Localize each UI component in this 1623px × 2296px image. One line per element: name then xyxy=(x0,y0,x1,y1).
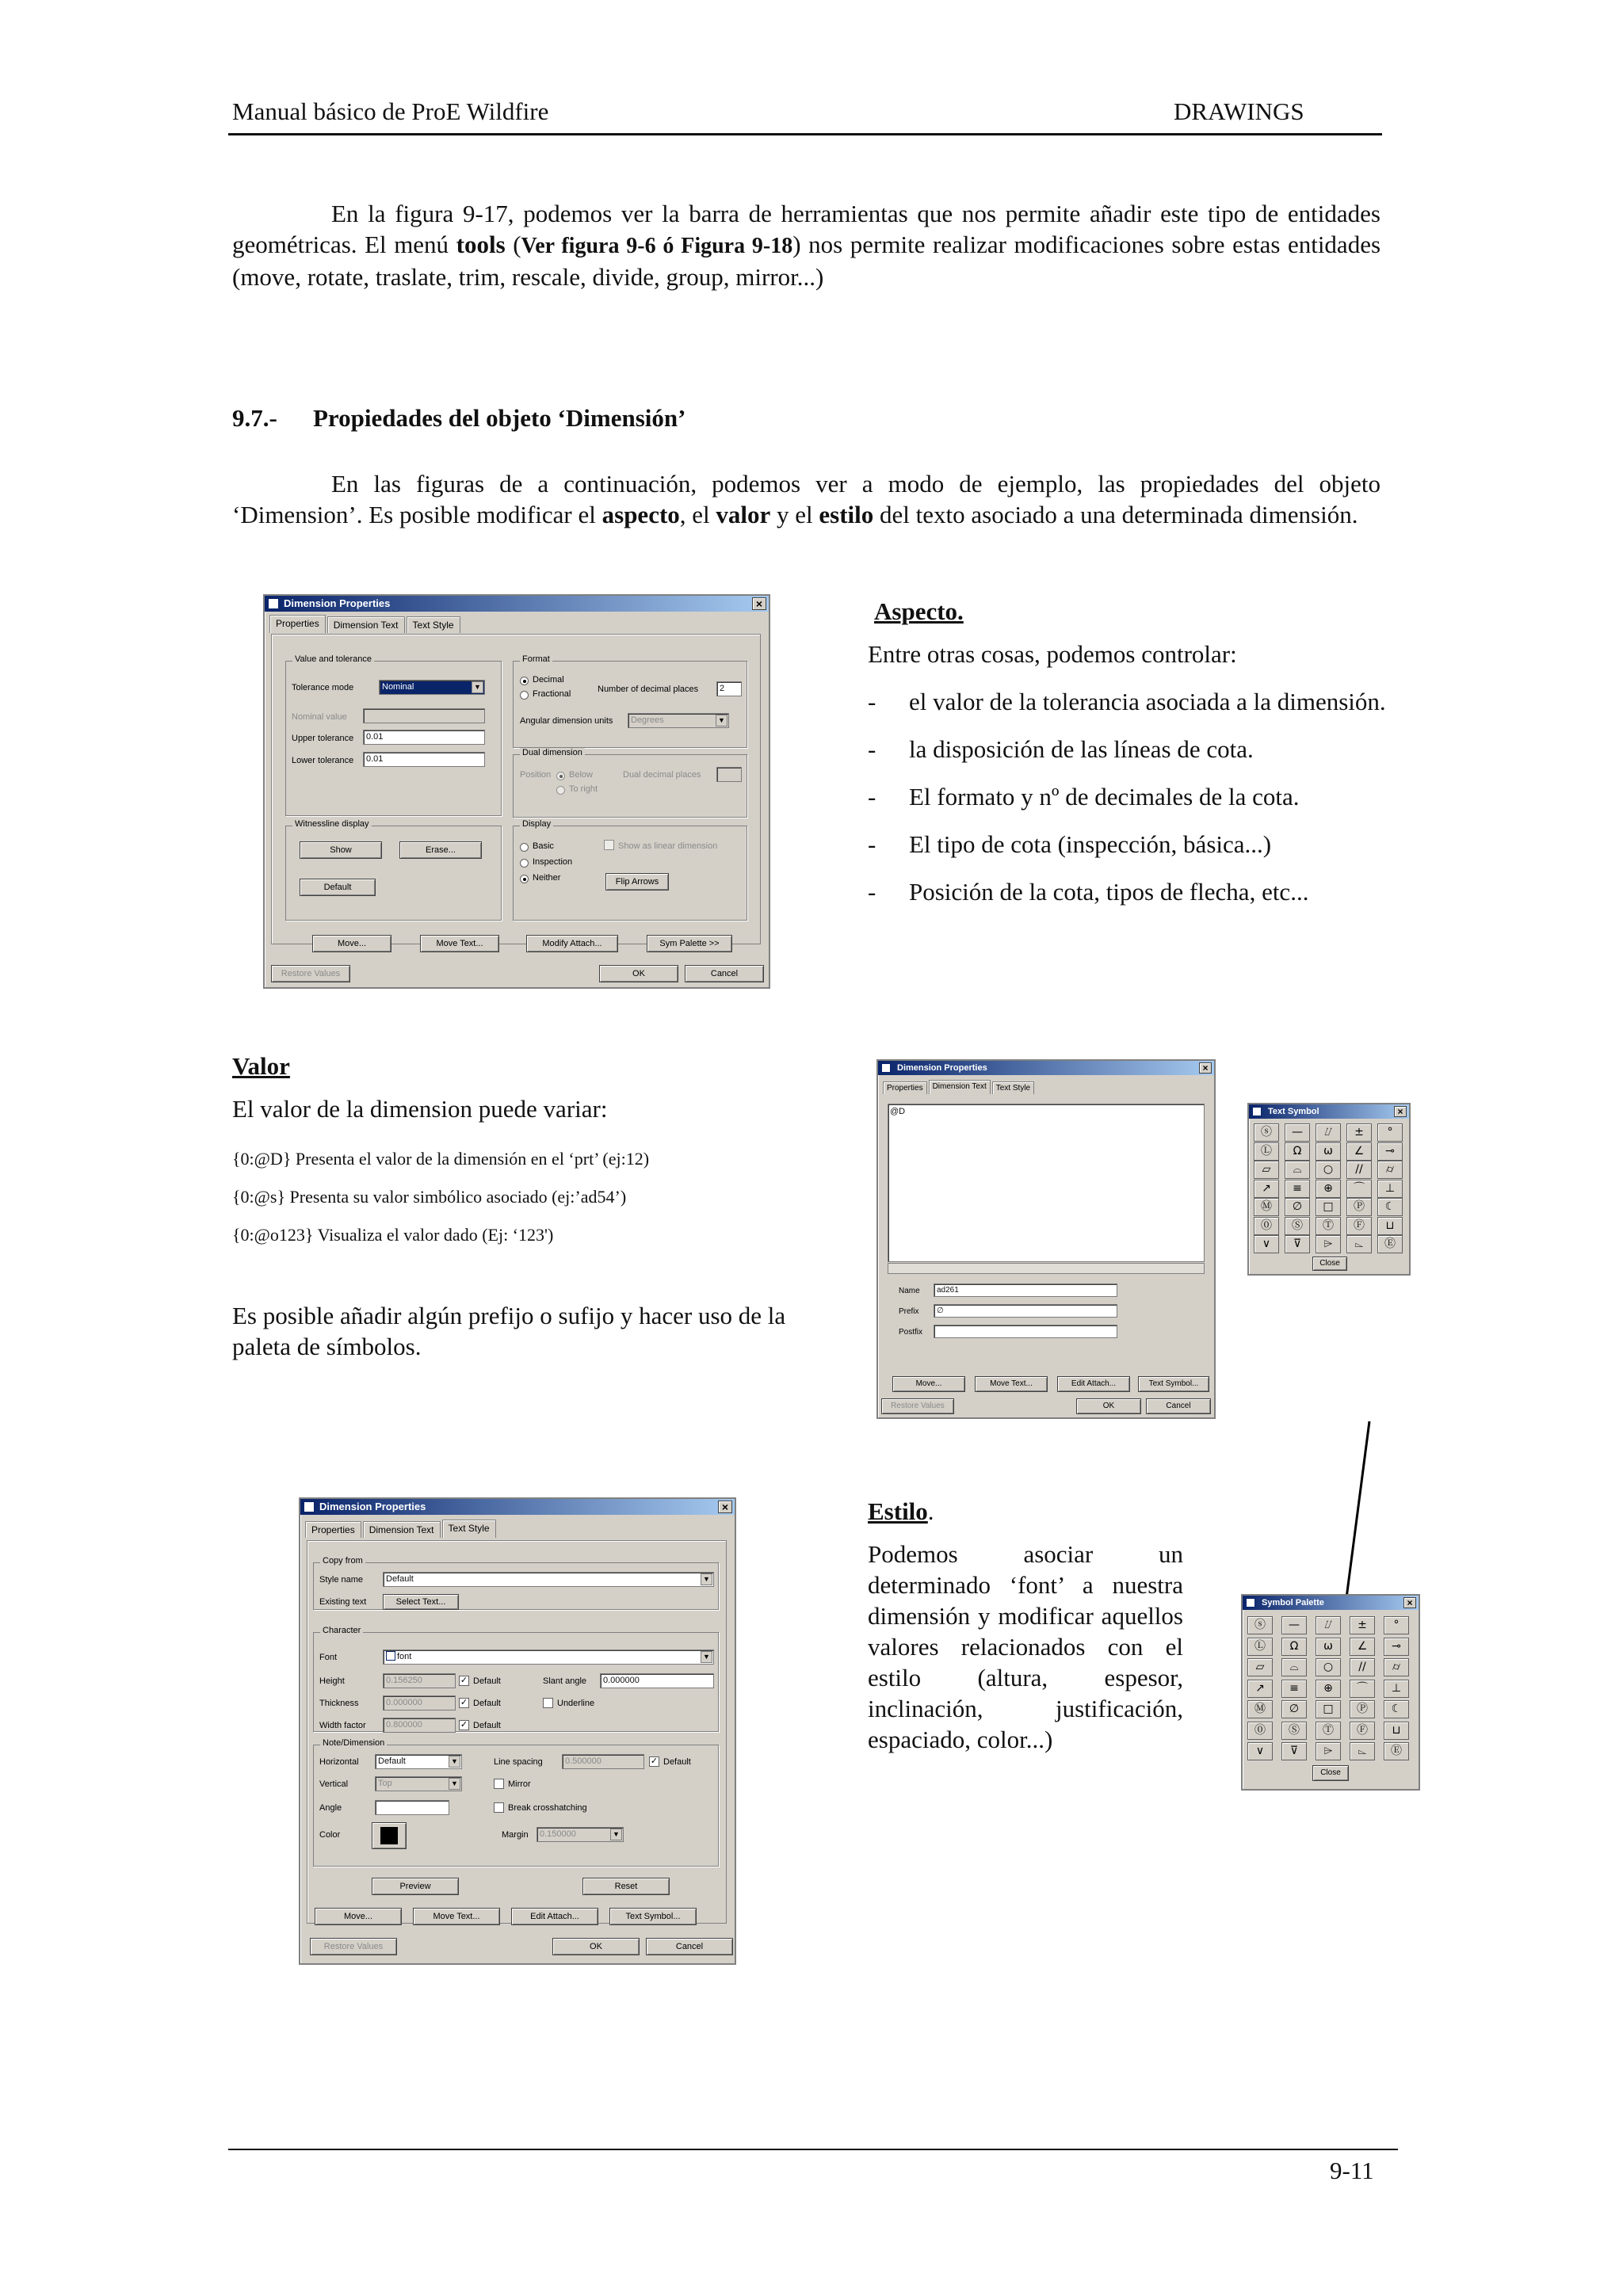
nominal-value-label: Nominal value xyxy=(292,712,347,722)
palette-symbol-button[interactable]: ○ xyxy=(1316,1658,1341,1676)
palette-symbol-button[interactable]: ⌰ xyxy=(1316,1616,1341,1634)
reset-button[interactable]: Reset xyxy=(582,1878,670,1895)
palette-symbol-button[interactable]: ⓢ xyxy=(1247,1616,1273,1634)
palette-symbol-button[interactable]: ↗ xyxy=(1247,1680,1273,1698)
chevron-down-icon: ▼ xyxy=(449,1778,460,1790)
chevron-down-icon: ▼ xyxy=(610,1829,622,1840)
palette-symbol-button[interactable]: ≡ xyxy=(1285,1180,1310,1198)
font-icon xyxy=(386,1651,395,1661)
tolerance-mode-select[interactable]: Nominal ▼ xyxy=(379,680,485,695)
palette-symbol-button[interactable]: ⓢ xyxy=(1254,1123,1279,1142)
margin-label: Margin xyxy=(502,1830,529,1840)
palette-symbol-button[interactable]: // xyxy=(1346,1161,1372,1179)
list-item: - El formato y nº de decimales de la cota. xyxy=(868,783,1300,810)
line-spacing-label: Line spacing xyxy=(494,1757,543,1767)
default-label: Default xyxy=(473,1676,501,1686)
tab-text-style[interactable]: Text Style xyxy=(992,1081,1034,1094)
aspecto-title: Aspecto. xyxy=(874,597,964,625)
close-icon[interactable]: × xyxy=(752,597,766,610)
valor-lead: El valor de la dimension puede variar: xyxy=(232,1095,608,1123)
close-button[interactable]: Close xyxy=(1312,1765,1349,1781)
mirror-label: Mirror xyxy=(508,1779,531,1789)
move-button[interactable]: Move... xyxy=(315,1908,402,1925)
thickness-default-checkbox[interactable]: ✓ xyxy=(460,1698,468,1707)
palette-symbol-button[interactable]: ω xyxy=(1316,1142,1341,1161)
ok-button[interactable]: OK xyxy=(1076,1398,1141,1414)
format-group: Format xyxy=(513,661,747,748)
tolerance-mode-label: Tolerance mode xyxy=(292,683,354,692)
break-crosshatching-label: Break crosshatching xyxy=(508,1803,587,1813)
palette-symbol-button[interactable]: Ⓣ xyxy=(1316,1217,1341,1235)
decimal-places-field[interactable]: 2 xyxy=(716,681,742,696)
cancel-button[interactable]: Cancel xyxy=(646,1938,733,1955)
neither-label: Neither xyxy=(533,873,561,883)
close-icon[interactable]: × xyxy=(1199,1062,1212,1074)
select-text-button[interactable]: Select Text... xyxy=(383,1594,459,1610)
palette-symbol-button[interactable]: ⊔ xyxy=(1384,1722,1409,1740)
palette-symbol-button[interactable]: ⌭ xyxy=(1377,1161,1403,1179)
section-title: Propiedades del objeto ‘Dimensión’ xyxy=(313,404,686,432)
section-heading xyxy=(232,404,686,433)
chevron-down-icon: ▼ xyxy=(701,1573,712,1585)
palette-symbol-button[interactable]: Ⓛ xyxy=(1254,1142,1279,1161)
close-button[interactable]: Close xyxy=(1312,1257,1347,1271)
palette-symbol-button[interactable]: ▱ xyxy=(1254,1161,1279,1179)
underline-checkbox[interactable] xyxy=(543,1698,553,1708)
font-label: Font xyxy=(319,1653,338,1662)
default-label: Default xyxy=(473,1699,501,1708)
palette-symbol-button[interactable]: — xyxy=(1281,1616,1307,1634)
horizontal-label: Horizontal xyxy=(319,1757,359,1767)
palette-symbol-button[interactable]: ° xyxy=(1384,1616,1409,1634)
default-label: Default xyxy=(663,1757,691,1767)
edit-attach-button[interactable]: Edit Attach... xyxy=(511,1908,598,1925)
page-number: 9-11 xyxy=(1330,2157,1374,2184)
note-dimension-group: Note/Dimension xyxy=(313,1745,719,1867)
upper-tolerance-label: Upper tolerance xyxy=(292,734,354,743)
tab-properties[interactable]: Properties xyxy=(883,1081,927,1094)
height-default-checkbox[interactable]: ✓ xyxy=(460,1676,468,1685)
valor-block xyxy=(232,1047,819,1362)
palette-symbol-button[interactable]: Ω xyxy=(1285,1142,1310,1161)
palette-symbol-button[interactable]: ± xyxy=(1346,1123,1372,1142)
underline-label: Underline xyxy=(557,1699,595,1708)
header-rule xyxy=(228,133,1382,135)
tab-dimension-text[interactable]: Dimension Text xyxy=(929,1080,991,1094)
move-text-button[interactable]: Move Text... xyxy=(420,935,499,952)
window-icon xyxy=(1246,1598,1255,1608)
line-spacing-field: 0.500000 xyxy=(562,1754,644,1769)
horizontal-scrollbar[interactable] xyxy=(888,1263,1205,1274)
default-button[interactable]: Default xyxy=(300,879,376,896)
edit-attach-button[interactable]: Edit Attach... xyxy=(1057,1376,1130,1392)
neither-radio[interactable] xyxy=(520,875,529,883)
thickness-field: 0.000000 xyxy=(383,1695,456,1711)
flip-arrows-button[interactable]: Flip Arrows xyxy=(605,873,669,891)
palette-symbol-button[interactable]: ± xyxy=(1350,1616,1375,1634)
ok-button[interactable]: OK xyxy=(599,965,678,982)
lower-tolerance-field[interactable]: 0.01 xyxy=(363,752,485,767)
palette-symbol-button[interactable]: ⊥ xyxy=(1377,1180,1403,1198)
palette-symbol-button[interactable]: ⌳ xyxy=(1350,1742,1375,1760)
chevron-down-icon: ▼ xyxy=(701,1651,712,1663)
character-group: Character xyxy=(313,1632,719,1732)
move-text-button[interactable]: Move Text... xyxy=(413,1908,500,1925)
palette-symbol-button[interactable]: ∅ xyxy=(1285,1198,1310,1216)
list-item: - El tipo de cota (inspección, básica...) xyxy=(868,830,1272,858)
close-icon[interactable]: × xyxy=(1394,1106,1407,1117)
color-label: Color xyxy=(319,1830,341,1840)
show-linear-checkbox xyxy=(604,840,614,850)
palette-symbol-button[interactable]: ⌓ xyxy=(1285,1161,1310,1179)
palette-symbol-button[interactable]: // xyxy=(1350,1658,1375,1676)
prefix-field[interactable]: ∅ xyxy=(934,1304,1117,1318)
name-label: Name xyxy=(899,1287,920,1295)
valor-code-3: {0:@o123} Visualiza el valor dado (Ej: ‘123') xyxy=(232,1225,554,1245)
palette-symbol-button[interactable]: ⊥ xyxy=(1384,1680,1409,1698)
name-field[interactable]: ad261 xyxy=(934,1283,1117,1297)
palette-symbol-button[interactable]: ∠ xyxy=(1346,1142,1372,1161)
palette-symbol-button[interactable]: Ⓔ xyxy=(1384,1742,1409,1760)
break-crosshatching-checkbox[interactable] xyxy=(494,1802,504,1813)
palette-symbol-button[interactable]: Ⓣ xyxy=(1316,1722,1341,1740)
color-swatch xyxy=(380,1827,398,1844)
chevron-down-icon: ▼ xyxy=(472,681,483,693)
slant-angle-label: Slant angle xyxy=(543,1676,587,1686)
decimal-label: Decimal xyxy=(533,675,564,685)
tab-text-style[interactable]: Text Style xyxy=(407,616,460,633)
basic-label: Basic xyxy=(533,841,554,851)
window-icon xyxy=(1252,1107,1262,1116)
style-name-select[interactable]: Default ▼ xyxy=(383,1572,714,1587)
palette-symbol-button[interactable]: ⌭ xyxy=(1384,1658,1409,1676)
section-intro: En las figuras de a continuación, podemos ver a modo de ejemplo, las propiedades del objeto ‘Dimension’. Es posible modificar el aspecto, el valor y el estilo del texto asociado a una determinada dimensión. xyxy=(232,470,1381,528)
vertical-select: Top ▼ xyxy=(375,1776,462,1791)
erase-button[interactable]: Erase... xyxy=(399,841,482,859)
valor-code-1: {0:@D} Presenta el valor de la dimensión en el ‘prt’ (ej:12) xyxy=(232,1149,650,1169)
palette-symbol-button[interactable]: □ xyxy=(1316,1198,1341,1216)
prefix-label: Prefix xyxy=(899,1307,919,1316)
list-item: - la disposición de las líneas de cota. xyxy=(868,735,1254,763)
estilo-title: Estilo. xyxy=(868,1497,934,1525)
palette-symbol-button[interactable]: ∠ xyxy=(1350,1638,1375,1656)
close-icon[interactable]: × xyxy=(1403,1597,1416,1608)
chevron-down-icon: ▼ xyxy=(449,1756,460,1768)
symbol-palette xyxy=(1241,1594,1420,1791)
angle-field[interactable] xyxy=(375,1800,449,1815)
palette-symbol-button[interactable]: Ⓟ xyxy=(1350,1700,1375,1718)
palette-symbol-button[interactable]: ▱ xyxy=(1247,1658,1273,1676)
copy-from-group: Copy from xyxy=(313,1562,719,1610)
palette-titlebar: Symbol Palette × xyxy=(1243,1596,1419,1610)
position-label: Position xyxy=(520,770,552,780)
existing-text-label: Existing text xyxy=(319,1597,367,1607)
cancel-button[interactable]: Cancel xyxy=(685,965,764,982)
palette-titlebar: Text Symbol × xyxy=(1249,1104,1409,1119)
to-right-label: To right xyxy=(569,784,598,794)
move-button[interactable]: Move... xyxy=(892,1376,965,1392)
move-button[interactable]: Move... xyxy=(312,935,391,952)
decimal-places-label: Number of decimal places xyxy=(598,685,699,694)
header-left: Manual básico de ProE Wildfire xyxy=(232,97,549,125)
dual-decimal-field xyxy=(716,767,742,782)
height-field: 0.156250 xyxy=(383,1673,456,1688)
palette-symbol-button[interactable]: ⌒ xyxy=(1350,1680,1375,1698)
valor-title: Valor xyxy=(232,1052,290,1080)
dimension-properties-dialog-properties xyxy=(263,594,770,989)
palette-symbol-button[interactable]: Ⓕ xyxy=(1346,1217,1372,1235)
palette-symbol-button[interactable]: □ xyxy=(1316,1700,1341,1718)
lower-tolerance-label: Lower tolerance xyxy=(292,756,354,765)
palette-symbol-button[interactable]: Ⓟ xyxy=(1346,1198,1372,1216)
intro-paragraph: En la figura 9-17, podemos ver la barra de herramientas que nos permite añadir este tipo de entidades geométricas. El menú tools (Ver figura 9-6 ó Figura 9-18) nos permite realizar modificaciones sobre estas entidades (move, rotate, traslate, trim, rescale, divide, group, mirror...) xyxy=(232,200,1381,291)
palette-symbol-button[interactable]: ⊕ xyxy=(1316,1680,1341,1698)
postfix-label: Postfix xyxy=(899,1328,923,1337)
footer-rule xyxy=(228,2149,1398,2150)
angle-label: Angle xyxy=(319,1803,342,1813)
estilo-block xyxy=(868,1493,1183,1755)
palette-symbol-button[interactable]: ⌓ xyxy=(1281,1658,1307,1676)
dimension-text-area[interactable]: @D xyxy=(888,1104,1205,1262)
witnessline-group: Witnessline display xyxy=(285,826,502,921)
restore-values-button: Restore Values xyxy=(881,1398,954,1414)
list-item: - el valor de la tolerancia asociada a la dimensión. xyxy=(868,688,1386,715)
palette-symbol-button[interactable]: Ⓛ xyxy=(1247,1638,1273,1656)
restore-values-button: Restore Values xyxy=(271,965,350,982)
palette-symbol-button[interactable]: ☾ xyxy=(1377,1198,1403,1216)
tab-properties[interactable]: Properties xyxy=(269,615,326,633)
aspecto-lead: Entre otras cosas, podemos controlar: xyxy=(868,640,1237,668)
inspection-radio[interactable] xyxy=(520,859,529,868)
valor-code-2: {0:@s} Presenta su valor simbólico asociado (ej:’ad54’) xyxy=(232,1187,627,1207)
below-radio xyxy=(556,772,565,780)
palette-symbol-button[interactable]: ≡ xyxy=(1281,1680,1307,1698)
header-right: DRAWINGS xyxy=(1174,97,1304,125)
dual-decimal-label: Dual decimal places xyxy=(623,770,701,780)
to-right-radio xyxy=(556,786,565,795)
inspection-label: Inspection xyxy=(533,857,573,867)
tab-properties[interactable]: Properties xyxy=(305,1521,361,1538)
dimension-properties-dialog-style xyxy=(299,1497,736,1965)
palette-symbol-button[interactable]: ⊸ xyxy=(1384,1638,1409,1656)
palette-symbol-button[interactable]: ⊔ xyxy=(1377,1217,1403,1235)
mirror-checkbox[interactable] xyxy=(494,1779,504,1789)
palette-symbol-button[interactable]: ⓪ xyxy=(1254,1217,1279,1235)
palette-symbol-button[interactable]: ⌰ xyxy=(1316,1123,1341,1142)
value-tolerance-group: Value and tolerance xyxy=(285,661,502,816)
modify-attach-button[interactable]: Modify Attach... xyxy=(526,935,618,952)
palette-symbol-button[interactable]: ⊸ xyxy=(1377,1142,1403,1161)
dialog-titlebar: Dimension Properties × xyxy=(300,1499,735,1515)
palette-symbol-button[interactable]: ⌒ xyxy=(1346,1180,1372,1198)
palette-symbol-button[interactable]: Ω xyxy=(1281,1638,1307,1656)
palette-symbol-button[interactable]: Ⓜ xyxy=(1247,1700,1273,1718)
window-icon xyxy=(268,598,279,609)
palette-symbol-button[interactable]: Ⓔ xyxy=(1377,1235,1403,1253)
show-linear-label: Show as linear dimension xyxy=(618,841,718,851)
preview-button[interactable]: Preview xyxy=(372,1878,459,1895)
horizontal-select[interactable]: Default ▼ xyxy=(375,1754,462,1769)
restore-values-button: Restore Values xyxy=(310,1938,397,1955)
postfix-field[interactable] xyxy=(934,1325,1117,1338)
palette-symbol-button[interactable]: ⓪ xyxy=(1247,1722,1273,1740)
text-symbol-palette xyxy=(1247,1103,1411,1276)
dual-dimension-group: Dual dimension xyxy=(513,754,747,818)
width-factor-label: Width factor xyxy=(319,1721,366,1730)
palette-symbol-button[interactable]: ☾ xyxy=(1384,1700,1409,1718)
palette-symbol-button[interactable]: ⊽ xyxy=(1285,1235,1310,1253)
default-label: Default xyxy=(473,1721,501,1730)
section-number: 9.7.- xyxy=(232,404,277,432)
text-symbol-button[interactable]: Text Symbol... xyxy=(609,1908,697,1925)
dialog-titlebar: Dimension Properties × xyxy=(265,596,769,612)
list-item: - Posición de la cota, tipos de flecha, etc... xyxy=(868,878,1309,906)
nominal-value-field xyxy=(363,708,485,723)
sym-palette-button[interactable]: Sym Palette >> xyxy=(647,935,732,952)
ok-button[interactable]: OK xyxy=(552,1938,640,1955)
cancel-button[interactable]: Cancel xyxy=(1146,1398,1211,1414)
below-label: Below xyxy=(569,770,593,780)
dimension-properties-dialog-text xyxy=(876,1059,1216,1419)
palette-symbol-button[interactable]: ° xyxy=(1377,1123,1403,1142)
width-factor-field: 0.800000 xyxy=(383,1718,456,1733)
dialog-titlebar: Dimension Properties × xyxy=(878,1061,1214,1075)
tab-text-style[interactable]: Text Style xyxy=(442,1520,496,1538)
palette-symbol-button[interactable]: ⊽ xyxy=(1281,1742,1307,1760)
palette-symbol-button[interactable]: ω xyxy=(1316,1638,1341,1656)
palette-symbol-button[interactable]: ↗ xyxy=(1254,1180,1279,1198)
show-button[interactable]: Show xyxy=(300,841,382,859)
palette-symbol-button[interactable]: ○ xyxy=(1316,1161,1341,1179)
line-spacing-default-checkbox[interactable]: ✓ xyxy=(650,1756,659,1766)
palette-symbol-button[interactable]: ⌲ xyxy=(1316,1235,1341,1253)
estilo-text: Podemos asociar un determinado ‘font’ a nuestra dimensión y modificar aquellos valores relacionados con el estilo (altura, espesor, inclinación, justificación, espaciado, color...) xyxy=(868,1540,1183,1753)
fractional-label: Fractional xyxy=(533,689,571,699)
palette-symbol-button[interactable]: Ⓢ xyxy=(1285,1217,1310,1235)
upper-tolerance-field[interactable]: 0.01 xyxy=(363,730,485,745)
thickness-label: Thickness xyxy=(319,1699,359,1708)
width-default-checkbox[interactable]: ✓ xyxy=(460,1720,468,1730)
window-icon xyxy=(304,1501,315,1512)
fractional-radio[interactable] xyxy=(520,691,529,700)
height-label: Height xyxy=(319,1676,345,1686)
basic-radio[interactable] xyxy=(520,843,529,852)
palette-symbol-button[interactable]: ∅ xyxy=(1281,1700,1307,1718)
decimal-radio[interactable] xyxy=(520,677,529,685)
tab-dimension-text[interactable]: Dimension Text xyxy=(363,1521,441,1538)
display-group: Display xyxy=(513,826,747,921)
palette-symbol-button[interactable]: ∨ xyxy=(1247,1742,1273,1760)
palette-symbol-button[interactable]: — xyxy=(1285,1123,1310,1142)
close-icon[interactable]: × xyxy=(718,1501,732,1513)
font-select[interactable]: font ▼ xyxy=(383,1650,714,1665)
palette-symbol-button[interactable]: ⌳ xyxy=(1346,1235,1372,1253)
angular-units-label: Angular dimension units xyxy=(520,716,613,726)
palette-symbol-button[interactable]: ⊕ xyxy=(1316,1180,1341,1198)
palette-symbol-button[interactable]: ∨ xyxy=(1254,1235,1279,1253)
chevron-down-icon: ▼ xyxy=(716,715,727,727)
aspecto-block xyxy=(868,593,1419,924)
valor-note: Es posible añadir algún prefijo o sufijo y hacer uso de la paleta de símbolos. xyxy=(232,1302,786,1360)
angular-units-select: Degrees ▼ xyxy=(628,713,729,728)
margin-select: 0.150000 ▼ xyxy=(537,1827,624,1842)
tab-dimension-text[interactable]: Dimension Text xyxy=(327,616,405,633)
color-button[interactable] xyxy=(372,1822,407,1849)
window-icon xyxy=(881,1063,891,1073)
palette-symbol-button[interactable]: Ⓕ xyxy=(1350,1722,1375,1740)
palette-symbol-button[interactable]: ⌲ xyxy=(1316,1742,1341,1760)
text-symbol-button[interactable]: Text Symbol... xyxy=(1138,1376,1209,1392)
vertical-label: Vertical xyxy=(319,1779,349,1789)
palette-symbol-button[interactable]: Ⓢ xyxy=(1281,1722,1307,1740)
slant-angle-field[interactable]: 0.000000 xyxy=(600,1673,714,1688)
style-name-label: Style name xyxy=(319,1575,364,1585)
palette-symbol-button[interactable]: Ⓜ xyxy=(1254,1198,1279,1216)
move-text-button[interactable]: Move Text... xyxy=(975,1376,1048,1392)
